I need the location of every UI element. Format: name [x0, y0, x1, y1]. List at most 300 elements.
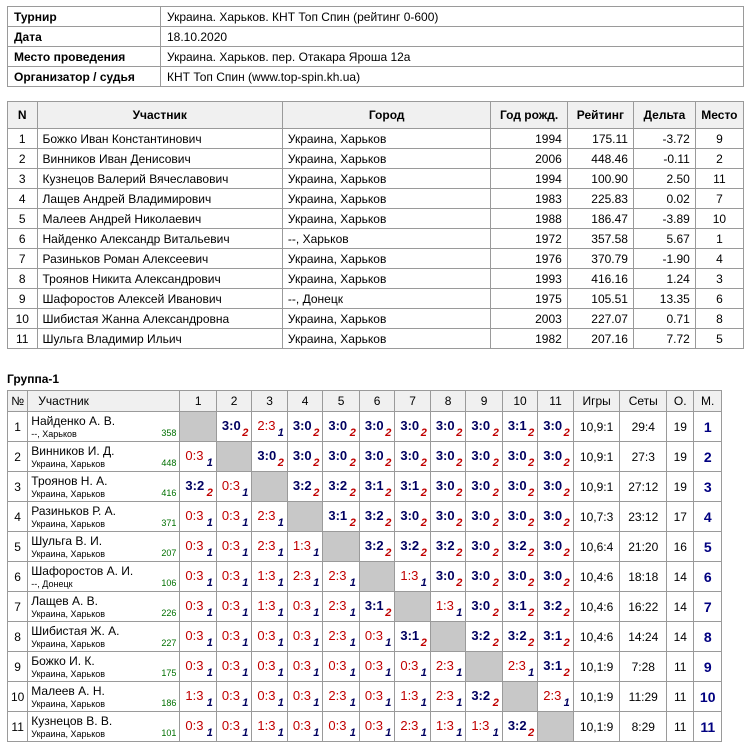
- match-score: 0:3: [221, 688, 240, 703]
- player-name: Кузнецов В. В.: [31, 714, 113, 728]
- table-cell: Украина, Харьков: [282, 209, 491, 229]
- match-points: 2: [492, 637, 499, 649]
- match-points: 2: [385, 547, 392, 559]
- match-result-cell: [502, 712, 537, 742]
- match-points: 1: [492, 727, 499, 739]
- points-cell: 19: [667, 412, 694, 442]
- match-result-cell: [538, 622, 573, 652]
- match-score: 3:0: [471, 598, 491, 613]
- games-cell: 10,4:6: [573, 592, 620, 622]
- info-row: [8, 67, 744, 87]
- match-points: 2: [492, 487, 499, 499]
- match-score: 3:2: [328, 478, 348, 493]
- player-name: Божко И. К.: [31, 654, 95, 668]
- match-points: 2: [277, 457, 284, 469]
- match-score: 3:1: [400, 628, 420, 643]
- table-cell: 1.24: [633, 269, 695, 289]
- table-cell: 0.02: [633, 189, 695, 209]
- table-row: [8, 249, 744, 269]
- match-points: 1: [206, 607, 213, 619]
- player-cell: [28, 682, 180, 712]
- player-name: Малеев А. Н.: [31, 684, 105, 698]
- match-score: 3:1: [364, 598, 384, 613]
- table-cell: 13.35: [633, 289, 695, 309]
- diagonal-cell: [466, 652, 503, 682]
- diagonal-cell: [502, 682, 537, 712]
- sets-cell: 23:12: [620, 502, 667, 532]
- match-points: 2: [528, 517, 535, 529]
- match-points: 2: [456, 547, 463, 559]
- info-row: [8, 7, 744, 27]
- player-rating: 227: [161, 638, 177, 648]
- match-result-cell: [430, 592, 465, 622]
- match-result-cell: [502, 622, 537, 652]
- games-cell: 10,7:3: [573, 502, 620, 532]
- row-number: 1: [8, 412, 28, 442]
- match-score: 1:3: [257, 718, 276, 733]
- player-name: Лащев А. В.: [31, 594, 98, 608]
- match-result-cell: [538, 532, 573, 562]
- match-score: 1:3: [292, 538, 311, 553]
- match-result-cell: [216, 562, 251, 592]
- group-row: [8, 682, 722, 712]
- group-row: [8, 652, 722, 682]
- group-row: [8, 442, 722, 472]
- match-score: 0:3: [292, 688, 311, 703]
- match-score: 0:3: [221, 658, 240, 673]
- player-rating: 186: [161, 698, 177, 708]
- match-result-cell: [466, 592, 503, 622]
- table-row: [8, 189, 744, 209]
- match-points: 2: [492, 457, 499, 469]
- match-points: 2: [563, 667, 570, 679]
- match-result-cell: [252, 442, 287, 472]
- col-points-header: О.: [667, 391, 694, 412]
- match-score: 0:3: [185, 658, 204, 673]
- col-opponent-header: 5: [323, 391, 360, 412]
- place-cell: 8: [694, 622, 722, 652]
- match-result-cell: [466, 532, 503, 562]
- match-result-cell: [395, 682, 430, 712]
- match-result-cell: [216, 592, 251, 622]
- match-points: 2: [528, 577, 535, 589]
- player-rating: 416: [161, 488, 177, 498]
- match-score: 0:3: [185, 448, 204, 463]
- sets-cell: 29:4: [620, 412, 667, 442]
- match-result-cell: [216, 412, 251, 442]
- match-score: 3:0: [435, 448, 455, 463]
- match-points: 2: [563, 607, 570, 619]
- match-result-cell: [180, 472, 217, 502]
- match-score: 1:3: [435, 598, 454, 613]
- match-result-cell: [180, 592, 217, 622]
- match-score: 3:0: [471, 478, 491, 493]
- match-points: 2: [349, 427, 356, 439]
- match-points: 1: [206, 457, 213, 469]
- table-cell: 2.50: [633, 169, 695, 189]
- match-score: 0:3: [364, 718, 383, 733]
- table-cell: -3.72: [633, 129, 695, 149]
- match-points: 1: [313, 607, 320, 619]
- match-points: 1: [385, 637, 392, 649]
- place-cell: 9: [694, 652, 722, 682]
- table-cell: 1975: [491, 289, 567, 309]
- match-score: 0:3: [364, 658, 383, 673]
- table-cell: 2006: [491, 149, 567, 169]
- table-cell: 5: [695, 329, 743, 349]
- match-result-cell: [502, 502, 537, 532]
- table-cell: 4: [8, 189, 38, 209]
- match-score: 3:0: [435, 568, 455, 583]
- table-row: [8, 309, 744, 329]
- table-cell: Винников Иван Денисович: [37, 149, 282, 169]
- match-points: 1: [242, 667, 249, 679]
- match-result-cell: [323, 442, 360, 472]
- match-score: 1:3: [400, 688, 419, 703]
- match-points: 2: [528, 427, 535, 439]
- match-result-cell: [466, 442, 503, 472]
- match-result-cell: [395, 442, 430, 472]
- col-opponent-header: 6: [359, 391, 394, 412]
- row-number: 9: [8, 652, 28, 682]
- match-points: 1: [456, 667, 463, 679]
- table-row: [8, 209, 744, 229]
- player-city: Украина, Харьков: [31, 699, 106, 709]
- match-result-cell: [466, 412, 503, 442]
- match-score: 1:3: [257, 568, 276, 583]
- table-cell: Кузнецов Валерий Вячеславович: [37, 169, 282, 189]
- match-points: 1: [277, 517, 284, 529]
- table-cell: 227.07: [567, 309, 633, 329]
- player-city: Украина, Харьков: [31, 669, 106, 679]
- match-score: 0:3: [185, 568, 204, 583]
- match-score: 2:3: [543, 688, 562, 703]
- match-points: 1: [456, 727, 463, 739]
- games-cell: 10,1:9: [573, 712, 620, 742]
- match-points: 2: [492, 547, 499, 559]
- match-score: 3:0: [543, 508, 563, 523]
- match-points: 1: [349, 577, 356, 589]
- match-result-cell: [180, 562, 217, 592]
- diagonal-cell: [430, 622, 465, 652]
- match-points: 2: [563, 487, 570, 499]
- match-points: 1: [242, 727, 249, 739]
- match-score: 0:3: [221, 718, 240, 733]
- row-number: 11: [8, 712, 28, 742]
- match-score: 2:3: [328, 568, 347, 583]
- table-cell: Лащев Андрей Владимирович: [37, 189, 282, 209]
- table-cell: 2: [8, 149, 38, 169]
- match-result-cell: [252, 592, 287, 622]
- match-points: 2: [313, 457, 320, 469]
- player-cell: [28, 412, 180, 442]
- match-result-cell: [502, 592, 537, 622]
- player-rating: 207: [161, 548, 177, 558]
- column-header: Год рожд.: [491, 102, 567, 129]
- match-points: 1: [206, 727, 213, 739]
- match-score: 2:3: [435, 658, 454, 673]
- match-result-cell: [538, 442, 573, 472]
- match-points: 1: [313, 667, 320, 679]
- match-score: 2:3: [257, 418, 276, 433]
- table-cell: Найденко Александр Витальевич: [37, 229, 282, 249]
- match-points: 2: [563, 547, 570, 559]
- match-points: 1: [206, 667, 213, 679]
- table-cell: 7: [695, 189, 743, 209]
- match-points: 1: [349, 727, 356, 739]
- match-result-cell: [216, 622, 251, 652]
- match-points: 2: [528, 727, 535, 739]
- match-score: 3:0: [257, 448, 277, 463]
- match-points: 2: [313, 487, 320, 499]
- match-result-cell: [287, 652, 322, 682]
- match-score: 3:1: [364, 478, 384, 493]
- games-cell: 10,9:1: [573, 412, 620, 442]
- match-result-cell: [430, 532, 465, 562]
- match-score: 3:1: [507, 598, 527, 613]
- match-score: 1:3: [435, 718, 454, 733]
- table-cell: Божко Иван Константинович: [37, 129, 282, 149]
- sets-cell: 27:3: [620, 442, 667, 472]
- table-cell: Украина, Харьков: [282, 129, 491, 149]
- table-cell: 1972: [491, 229, 567, 249]
- table-cell: 1983: [491, 189, 567, 209]
- diagonal-cell: [180, 412, 217, 442]
- match-points: 1: [349, 637, 356, 649]
- match-score: 2:3: [400, 718, 419, 733]
- group-title: Группа-1: [7, 372, 60, 386]
- match-score: 1:3: [471, 718, 490, 733]
- match-points: 1: [242, 577, 249, 589]
- match-result-cell: [216, 712, 251, 742]
- match-result-cell: [287, 442, 322, 472]
- table-cell: 448.46: [567, 149, 633, 169]
- col-games-header: Игры: [573, 391, 620, 412]
- match-score: 0:3: [185, 628, 204, 643]
- player-city: Украина, Харьков: [31, 609, 106, 619]
- match-result-cell: [323, 652, 360, 682]
- row-number: 4: [8, 502, 28, 532]
- match-points: 2: [563, 577, 570, 589]
- place-cell: 1: [694, 412, 722, 442]
- match-points: 1: [420, 727, 427, 739]
- table-cell: 207.16: [567, 329, 633, 349]
- match-score: 0:3: [221, 508, 240, 523]
- match-points: 1: [206, 577, 213, 589]
- match-score: 0:3: [400, 658, 419, 673]
- diagonal-cell: [287, 502, 322, 532]
- match-points: 2: [528, 487, 535, 499]
- match-result-cell: [323, 412, 360, 442]
- match-score: 0:3: [257, 658, 276, 673]
- col-opponent-header: 7: [395, 391, 430, 412]
- match-result-cell: [430, 712, 465, 742]
- player-rating: 226: [161, 608, 177, 618]
- row-number: 3: [8, 472, 28, 502]
- player-name: Шульга В. И.: [31, 534, 103, 548]
- player-name: Шафоростов А. И.: [31, 564, 134, 578]
- table-cell: 186.47: [567, 209, 633, 229]
- match-score: 0:3: [328, 718, 347, 733]
- match-points: 1: [277, 577, 284, 589]
- table-cell: 105.51: [567, 289, 633, 309]
- match-points: 2: [420, 547, 427, 559]
- match-points: 1: [349, 667, 356, 679]
- col-opponent-header: 2: [216, 391, 251, 412]
- player-name: Шибистая Ж. А.: [31, 624, 120, 638]
- player-cell: [28, 712, 180, 742]
- column-header: Участник: [37, 102, 282, 129]
- match-points: 1: [420, 577, 427, 589]
- match-result-cell: [502, 532, 537, 562]
- match-points: 1: [313, 697, 320, 709]
- match-result-cell: [216, 682, 251, 712]
- match-score: 3:1: [543, 658, 563, 673]
- match-score: 3:0: [471, 418, 491, 433]
- col-opponent-header: 4: [287, 391, 322, 412]
- table-cell: 416.16: [567, 269, 633, 289]
- table-cell: 9: [8, 289, 38, 309]
- col-player-header: Участник: [28, 391, 180, 412]
- match-result-cell: [287, 532, 322, 562]
- diagonal-cell: [216, 442, 251, 472]
- match-score: 3:0: [507, 568, 527, 583]
- match-result-cell: [502, 652, 537, 682]
- match-score: 3:2: [507, 718, 527, 733]
- match-points: 1: [242, 607, 249, 619]
- table-row: [8, 329, 744, 349]
- player-city: Украина, Харьков: [31, 729, 106, 739]
- info-value: КНТ Топ Спин (www.top-spin.kh.ua): [161, 67, 744, 87]
- match-points: 1: [420, 667, 427, 679]
- match-points: 1: [206, 517, 213, 529]
- match-score: 0:3: [185, 538, 204, 553]
- table-cell: Украина, Харьков: [282, 149, 491, 169]
- match-result-cell: [287, 562, 322, 592]
- col-opponent-header: 3: [252, 391, 287, 412]
- table-cell: -0.11: [633, 149, 695, 169]
- match-result-cell: [180, 442, 217, 472]
- table-cell: Украина, Харьков: [282, 309, 491, 329]
- row-number: 10: [8, 682, 28, 712]
- player-cell: [28, 442, 180, 472]
- player-cell: [28, 472, 180, 502]
- match-score: 3:0: [292, 448, 312, 463]
- match-score: 2:3: [257, 538, 276, 553]
- points-cell: 14: [667, 622, 694, 652]
- table-cell: 100.90: [567, 169, 633, 189]
- player-city: --, Донецк: [31, 579, 73, 589]
- match-score: 2:3: [328, 598, 347, 613]
- match-score: 3:2: [292, 478, 312, 493]
- match-score: 3:2: [364, 538, 384, 553]
- match-points: 2: [420, 517, 427, 529]
- games-cell: 10,1:9: [573, 682, 620, 712]
- player-city: Украина, Харьков: [31, 549, 106, 559]
- match-result-cell: [359, 592, 394, 622]
- row-number: 8: [8, 622, 28, 652]
- match-score: 3:0: [543, 448, 563, 463]
- points-cell: 16: [667, 532, 694, 562]
- match-points: 1: [385, 727, 392, 739]
- table-cell: 11: [695, 169, 743, 189]
- match-result-cell: [287, 712, 322, 742]
- info-row: [8, 47, 744, 67]
- table-cell: 6: [695, 289, 743, 309]
- match-score: 3:1: [400, 478, 420, 493]
- match-score: 3:0: [292, 418, 312, 433]
- match-result-cell: [466, 472, 503, 502]
- table-cell: 3: [8, 169, 38, 189]
- sets-cell: 21:20: [620, 532, 667, 562]
- player-cell: [28, 502, 180, 532]
- table-cell: 357.58: [567, 229, 633, 249]
- match-score: 3:2: [471, 688, 491, 703]
- match-score: 0:3: [221, 538, 240, 553]
- match-points: 2: [456, 517, 463, 529]
- place-cell: 2: [694, 442, 722, 472]
- match-result-cell: [502, 562, 537, 592]
- table-cell: 1994: [491, 169, 567, 189]
- match-points: 2: [492, 607, 499, 619]
- sets-cell: 27:12: [620, 472, 667, 502]
- match-points: 1: [277, 637, 284, 649]
- table-cell: 11: [8, 329, 38, 349]
- table-cell: 10: [695, 209, 743, 229]
- match-points: 2: [206, 487, 213, 499]
- player-name: Разиньков Р. А.: [31, 504, 117, 518]
- table-cell: 2003: [491, 309, 567, 329]
- match-points: 2: [492, 577, 499, 589]
- match-score: 3:2: [471, 628, 491, 643]
- table-cell: 3: [695, 269, 743, 289]
- info-value: 18.10.2020: [161, 27, 744, 47]
- match-score: 3:2: [400, 538, 420, 553]
- match-result-cell: [430, 472, 465, 502]
- match-result-cell: [359, 472, 394, 502]
- match-score: 0:3: [185, 598, 204, 613]
- diagonal-cell: [395, 592, 430, 622]
- points-cell: 11: [667, 652, 694, 682]
- table-cell: 1988: [491, 209, 567, 229]
- place-cell: 4: [694, 502, 722, 532]
- match-points: 2: [420, 457, 427, 469]
- match-score: 1:3: [185, 688, 204, 703]
- match-points: 1: [385, 697, 392, 709]
- table-cell: Украина, Харьков: [282, 189, 491, 209]
- row-number: 6: [8, 562, 28, 592]
- row-number: 2: [8, 442, 28, 472]
- player-name: Найденко А. В.: [31, 414, 116, 428]
- table-row: [8, 269, 744, 289]
- match-points: 1: [206, 637, 213, 649]
- match-points: 2: [420, 487, 427, 499]
- place-cell: 11: [694, 712, 722, 742]
- table-cell: 175.11: [567, 129, 633, 149]
- match-result-cell: [359, 502, 394, 532]
- player-rating: 358: [161, 428, 177, 438]
- match-points: 2: [349, 457, 356, 469]
- match-points: 1: [277, 427, 284, 439]
- match-points: 1: [420, 697, 427, 709]
- participants-table: [7, 101, 744, 349]
- match-result-cell: [252, 502, 287, 532]
- match-result-cell: [287, 622, 322, 652]
- player-rating: 101: [161, 728, 177, 738]
- match-points: 1: [277, 547, 284, 559]
- match-points: 2: [385, 607, 392, 619]
- row-number: 7: [8, 592, 28, 622]
